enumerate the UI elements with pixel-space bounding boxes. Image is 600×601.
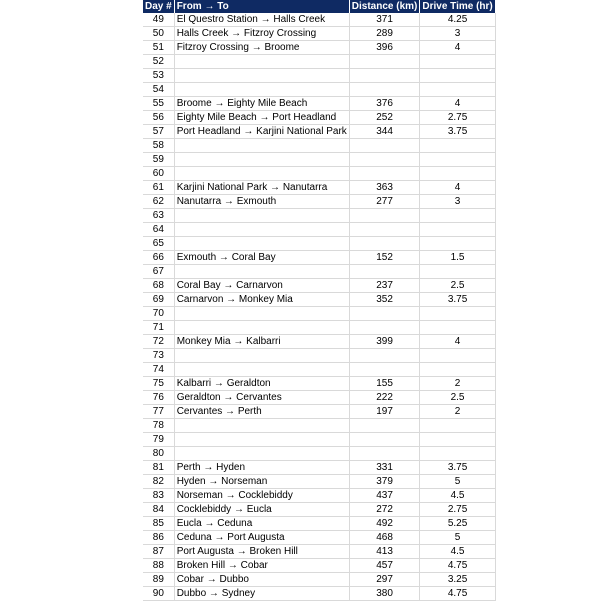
distance-cell[interactable]: [349, 265, 420, 279]
route-cell[interactable]: Norseman → Cocklebiddy: [174, 489, 349, 503]
day-cell[interactable]: 59: [143, 153, 174, 167]
table-row: [143, 559, 495, 573]
route-cell[interactable]: [174, 307, 349, 321]
day-cell[interactable]: 52: [143, 55, 174, 69]
distance-cell[interactable]: 376: [349, 97, 420, 111]
distance-cell[interactable]: 344: [349, 125, 420, 139]
table-row: [143, 545, 495, 559]
table-row: [143, 55, 495, 69]
distance-cell[interactable]: 155: [349, 377, 420, 391]
route-cell[interactable]: [174, 433, 349, 447]
distance-cell[interactable]: 237: [349, 279, 420, 293]
header-drive-time[interactable]: Drive Time (hr): [420, 0, 495, 13]
drive-time-cell[interactable]: 4.5: [420, 545, 495, 559]
day-cell[interactable]: 87: [143, 545, 174, 559]
day-cell[interactable]: 83: [143, 489, 174, 503]
day-cell[interactable]: 82: [143, 475, 174, 489]
table-row: [143, 237, 495, 251]
header-row: [143, 0, 495, 13]
route-cell[interactable]: [174, 83, 349, 97]
table-row: [143, 69, 495, 83]
day-cell[interactable]: 74: [143, 363, 174, 377]
header-route[interactable]: From → To: [174, 0, 349, 13]
table-row: [143, 531, 495, 545]
route-cell[interactable]: Carnarvon → Monkey Mia: [174, 293, 349, 307]
distance-cell[interactable]: 289: [349, 27, 420, 41]
distance-cell[interactable]: [349, 209, 420, 223]
distance-cell[interactable]: 297: [349, 573, 420, 587]
table-row: [143, 83, 495, 97]
drive-time-cell[interactable]: 2.5: [420, 391, 495, 405]
table-row: [143, 377, 495, 391]
drive-time-cell[interactable]: 2.75: [420, 503, 495, 517]
drive-time-cell[interactable]: 5.25: [420, 517, 495, 531]
route-cell[interactable]: Fitzroy Crossing → Broome: [174, 41, 349, 55]
drive-time-cell[interactable]: [420, 153, 495, 167]
distance-cell[interactable]: [349, 321, 420, 335]
day-cell[interactable]: 56: [143, 111, 174, 125]
table-row: [143, 111, 495, 125]
drive-time-cell[interactable]: 3.25: [420, 573, 495, 587]
route-cell[interactable]: Cocklebiddy → Eucla: [174, 503, 349, 517]
route-cell[interactable]: Cervantes → Perth: [174, 405, 349, 419]
distance-cell[interactable]: [349, 55, 420, 69]
drive-time-cell[interactable]: [420, 69, 495, 83]
table-row: [143, 391, 495, 405]
drive-time-cell[interactable]: [420, 349, 495, 363]
day-cell[interactable]: 72: [143, 335, 174, 349]
table-row: [143, 573, 495, 587]
table-row: [143, 321, 495, 335]
drive-time-cell[interactable]: 2: [420, 377, 495, 391]
distance-cell[interactable]: [349, 223, 420, 237]
table-row: [143, 13, 495, 27]
distance-cell[interactable]: 437: [349, 489, 420, 503]
day-cell[interactable]: 51: [143, 41, 174, 55]
header-day[interactable]: Day #: [143, 0, 174, 13]
distance-cell[interactable]: [349, 139, 420, 153]
route-cell[interactable]: Nanutarra → Exmouth: [174, 195, 349, 209]
drive-time-cell[interactable]: 4: [420, 97, 495, 111]
distance-cell[interactable]: 352: [349, 293, 420, 307]
day-cell[interactable]: 89: [143, 573, 174, 587]
table-row: [143, 349, 495, 363]
day-cell[interactable]: 66: [143, 251, 174, 265]
distance-cell[interactable]: 252: [349, 111, 420, 125]
day-cell[interactable]: 73: [143, 349, 174, 363]
distance-cell[interactable]: 363: [349, 181, 420, 195]
day-cell[interactable]: 88: [143, 559, 174, 573]
table-row: [143, 489, 495, 503]
drive-time-cell[interactable]: 4.5: [420, 489, 495, 503]
distance-cell[interactable]: 457: [349, 559, 420, 573]
table-row: [143, 461, 495, 475]
table-row: [143, 167, 495, 181]
drive-time-cell[interactable]: 4: [420, 41, 495, 55]
drive-time-cell[interactable]: [420, 265, 495, 279]
route-cell[interactable]: Broome → Eighty Mile Beach: [174, 97, 349, 111]
drive-time-cell[interactable]: 4.75: [420, 587, 495, 601]
route-cell[interactable]: Eighty Mile Beach → Port Headland: [174, 111, 349, 125]
table-body: [143, 13, 495, 601]
table-row: [143, 279, 495, 293]
drive-time-cell[interactable]: [420, 167, 495, 181]
table-row: [143, 265, 495, 279]
distance-cell[interactable]: 371: [349, 13, 420, 27]
table-row: [143, 517, 495, 531]
drive-time-cell[interactable]: 2.75: [420, 111, 495, 125]
drive-time-cell[interactable]: 2: [420, 405, 495, 419]
drive-time-cell[interactable]: 3: [420, 195, 495, 209]
table-row: [143, 307, 495, 321]
day-cell[interactable]: 63: [143, 209, 174, 223]
table-row: [143, 27, 495, 41]
route-cell[interactable]: Perth → Hyden: [174, 461, 349, 475]
drive-time-cell[interactable]: 4.25: [420, 13, 495, 27]
day-cell[interactable]: 70: [143, 307, 174, 321]
distance-cell[interactable]: 272: [349, 503, 420, 517]
drive-time-cell[interactable]: [420, 321, 495, 335]
drive-time-cell[interactable]: [420, 83, 495, 97]
route-cell[interactable]: [174, 69, 349, 83]
day-cell[interactable]: 55: [143, 97, 174, 111]
route-cell[interactable]: Ceduna → Port Augusta: [174, 531, 349, 545]
drive-time-cell[interactable]: 3: [420, 27, 495, 41]
route-cell[interactable]: [174, 167, 349, 181]
day-cell[interactable]: 62: [143, 195, 174, 209]
table-row: [143, 405, 495, 419]
drive-time-cell[interactable]: 5: [420, 531, 495, 545]
day-cell[interactable]: 65: [143, 237, 174, 251]
table-row: [143, 335, 495, 349]
drive-time-cell[interactable]: [420, 209, 495, 223]
table-row: [143, 293, 495, 307]
route-cell[interactable]: Kalbarri → Geraldton: [174, 377, 349, 391]
drive-time-cell[interactable]: 3.75: [420, 461, 495, 475]
route-cell[interactable]: Cobar → Dubbo: [174, 573, 349, 587]
day-cell[interactable]: 80: [143, 447, 174, 461]
route-cell[interactable]: [174, 419, 349, 433]
route-cell[interactable]: Dubbo → Sydney: [174, 587, 349, 601]
itinerary-table: [143, 0, 496, 601]
day-cell[interactable]: 79: [143, 433, 174, 447]
table-row: [143, 153, 495, 167]
table-row: [143, 209, 495, 223]
drive-time-cell[interactable]: [420, 433, 495, 447]
distance-cell[interactable]: [349, 433, 420, 447]
table-row: [143, 475, 495, 489]
drive-time-cell[interactable]: [420, 363, 495, 377]
day-cell[interactable]: 71: [143, 321, 174, 335]
table-row: [143, 195, 495, 209]
drive-time-cell[interactable]: 1.5: [420, 251, 495, 265]
route-cell[interactable]: Exmouth → Coral Bay: [174, 251, 349, 265]
day-cell[interactable]: 78: [143, 419, 174, 433]
route-cell[interactable]: Karjini National Park → Nanutarra: [174, 181, 349, 195]
route-cell[interactable]: Geraldton → Cervantes: [174, 391, 349, 405]
drive-time-cell[interactable]: [420, 307, 495, 321]
table-row: [143, 503, 495, 517]
route-cell[interactable]: Monkey Mia → Kalbarri: [174, 335, 349, 349]
route-cell[interactable]: [174, 139, 349, 153]
day-cell[interactable]: 61: [143, 181, 174, 195]
route-cell[interactable]: [174, 209, 349, 223]
day-cell[interactable]: 90: [143, 587, 174, 601]
distance-cell[interactable]: 331: [349, 461, 420, 475]
drive-time-cell[interactable]: [420, 223, 495, 237]
drive-time-cell[interactable]: [420, 237, 495, 251]
table-row: [143, 139, 495, 153]
route-cell[interactable]: Broken Hill → Cobar: [174, 559, 349, 573]
day-cell[interactable]: 57: [143, 125, 174, 139]
header-distance[interactable]: Distance (km): [349, 0, 420, 13]
route-cell[interactable]: [174, 55, 349, 69]
day-cell[interactable]: 77: [143, 405, 174, 419]
distance-cell[interactable]: 222: [349, 391, 420, 405]
distance-cell[interactable]: 380: [349, 587, 420, 601]
table-row: [143, 363, 495, 377]
distance-cell[interactable]: 396: [349, 41, 420, 55]
route-cell[interactable]: [174, 321, 349, 335]
day-cell[interactable]: 50: [143, 27, 174, 41]
distance-cell[interactable]: [349, 237, 420, 251]
distance-cell[interactable]: 492: [349, 517, 420, 531]
day-cell[interactable]: 69: [143, 293, 174, 307]
distance-cell[interactable]: 379: [349, 475, 420, 489]
route-cell[interactable]: [174, 223, 349, 237]
route-cell[interactable]: [174, 363, 349, 377]
day-cell[interactable]: 86: [143, 531, 174, 545]
drive-time-cell[interactable]: 5: [420, 475, 495, 489]
drive-time-cell[interactable]: 4.75: [420, 559, 495, 573]
distance-cell[interactable]: [349, 419, 420, 433]
drive-time-cell[interactable]: 2.5: [420, 279, 495, 293]
drive-time-cell[interactable]: 3.75: [420, 125, 495, 139]
distance-cell[interactable]: [349, 83, 420, 97]
day-cell[interactable]: 58: [143, 139, 174, 153]
day-cell[interactable]: 54: [143, 83, 174, 97]
distance-cell[interactable]: 468: [349, 531, 420, 545]
table-row: [143, 125, 495, 139]
day-cell[interactable]: 53: [143, 69, 174, 83]
drive-time-cell[interactable]: [420, 419, 495, 433]
drive-time-cell[interactable]: 3.75: [420, 293, 495, 307]
drive-time-cell[interactable]: [420, 447, 495, 461]
distance-cell[interactable]: 152: [349, 251, 420, 265]
distance-cell[interactable]: 413: [349, 545, 420, 559]
route-cell[interactable]: [174, 265, 349, 279]
route-cell[interactable]: Port Augusta → Broken Hill: [174, 545, 349, 559]
day-cell[interactable]: 85: [143, 517, 174, 531]
table-row: [143, 419, 495, 433]
route-cell[interactable]: [174, 153, 349, 167]
route-cell[interactable]: [174, 447, 349, 461]
table-header: [143, 0, 495, 13]
day-cell[interactable]: 84: [143, 503, 174, 517]
distance-cell[interactable]: [349, 307, 420, 321]
route-cell[interactable]: [174, 237, 349, 251]
route-cell[interactable]: Halls Creek → Fitzroy Crossing: [174, 27, 349, 41]
distance-cell[interactable]: [349, 447, 420, 461]
distance-cell[interactable]: [349, 349, 420, 363]
route-cell[interactable]: [174, 349, 349, 363]
drive-time-cell[interactable]: [420, 139, 495, 153]
table-row: [143, 223, 495, 237]
day-cell[interactable]: 64: [143, 223, 174, 237]
day-cell[interactable]: 67: [143, 265, 174, 279]
route-cell[interactable]: Coral Bay → Carnarvon: [174, 279, 349, 293]
day-cell[interactable]: 76: [143, 391, 174, 405]
route-cell[interactable]: Port Headland → Karjini National Park: [174, 125, 349, 139]
table-row: [143, 587, 495, 601]
distance-cell[interactable]: [349, 167, 420, 181]
table-row: [143, 447, 495, 461]
distance-cell[interactable]: [349, 363, 420, 377]
drive-time-cell[interactable]: 4: [420, 181, 495, 195]
drive-time-cell[interactable]: 4: [420, 335, 495, 349]
route-cell[interactable]: Eucla → Ceduna: [174, 517, 349, 531]
table-row: [143, 251, 495, 265]
route-cell[interactable]: Hyden → Norseman: [174, 475, 349, 489]
drive-time-cell[interactable]: [420, 55, 495, 69]
day-cell[interactable]: 49: [143, 13, 174, 27]
table-row: [143, 433, 495, 447]
distance-cell[interactable]: [349, 153, 420, 167]
distance-cell[interactable]: 197: [349, 405, 420, 419]
day-cell[interactable]: 81: [143, 461, 174, 475]
distance-cell[interactable]: [349, 69, 420, 83]
day-cell[interactable]: 75: [143, 377, 174, 391]
table-row: [143, 41, 495, 55]
day-cell[interactable]: 68: [143, 279, 174, 293]
table-row: [143, 181, 495, 195]
distance-cell[interactable]: 277: [349, 195, 420, 209]
table-row: [143, 97, 495, 111]
distance-cell[interactable]: 399: [349, 335, 420, 349]
route-cell[interactable]: El Questro Station → Halls Creek: [174, 13, 349, 27]
day-cell[interactable]: 60: [143, 167, 174, 181]
